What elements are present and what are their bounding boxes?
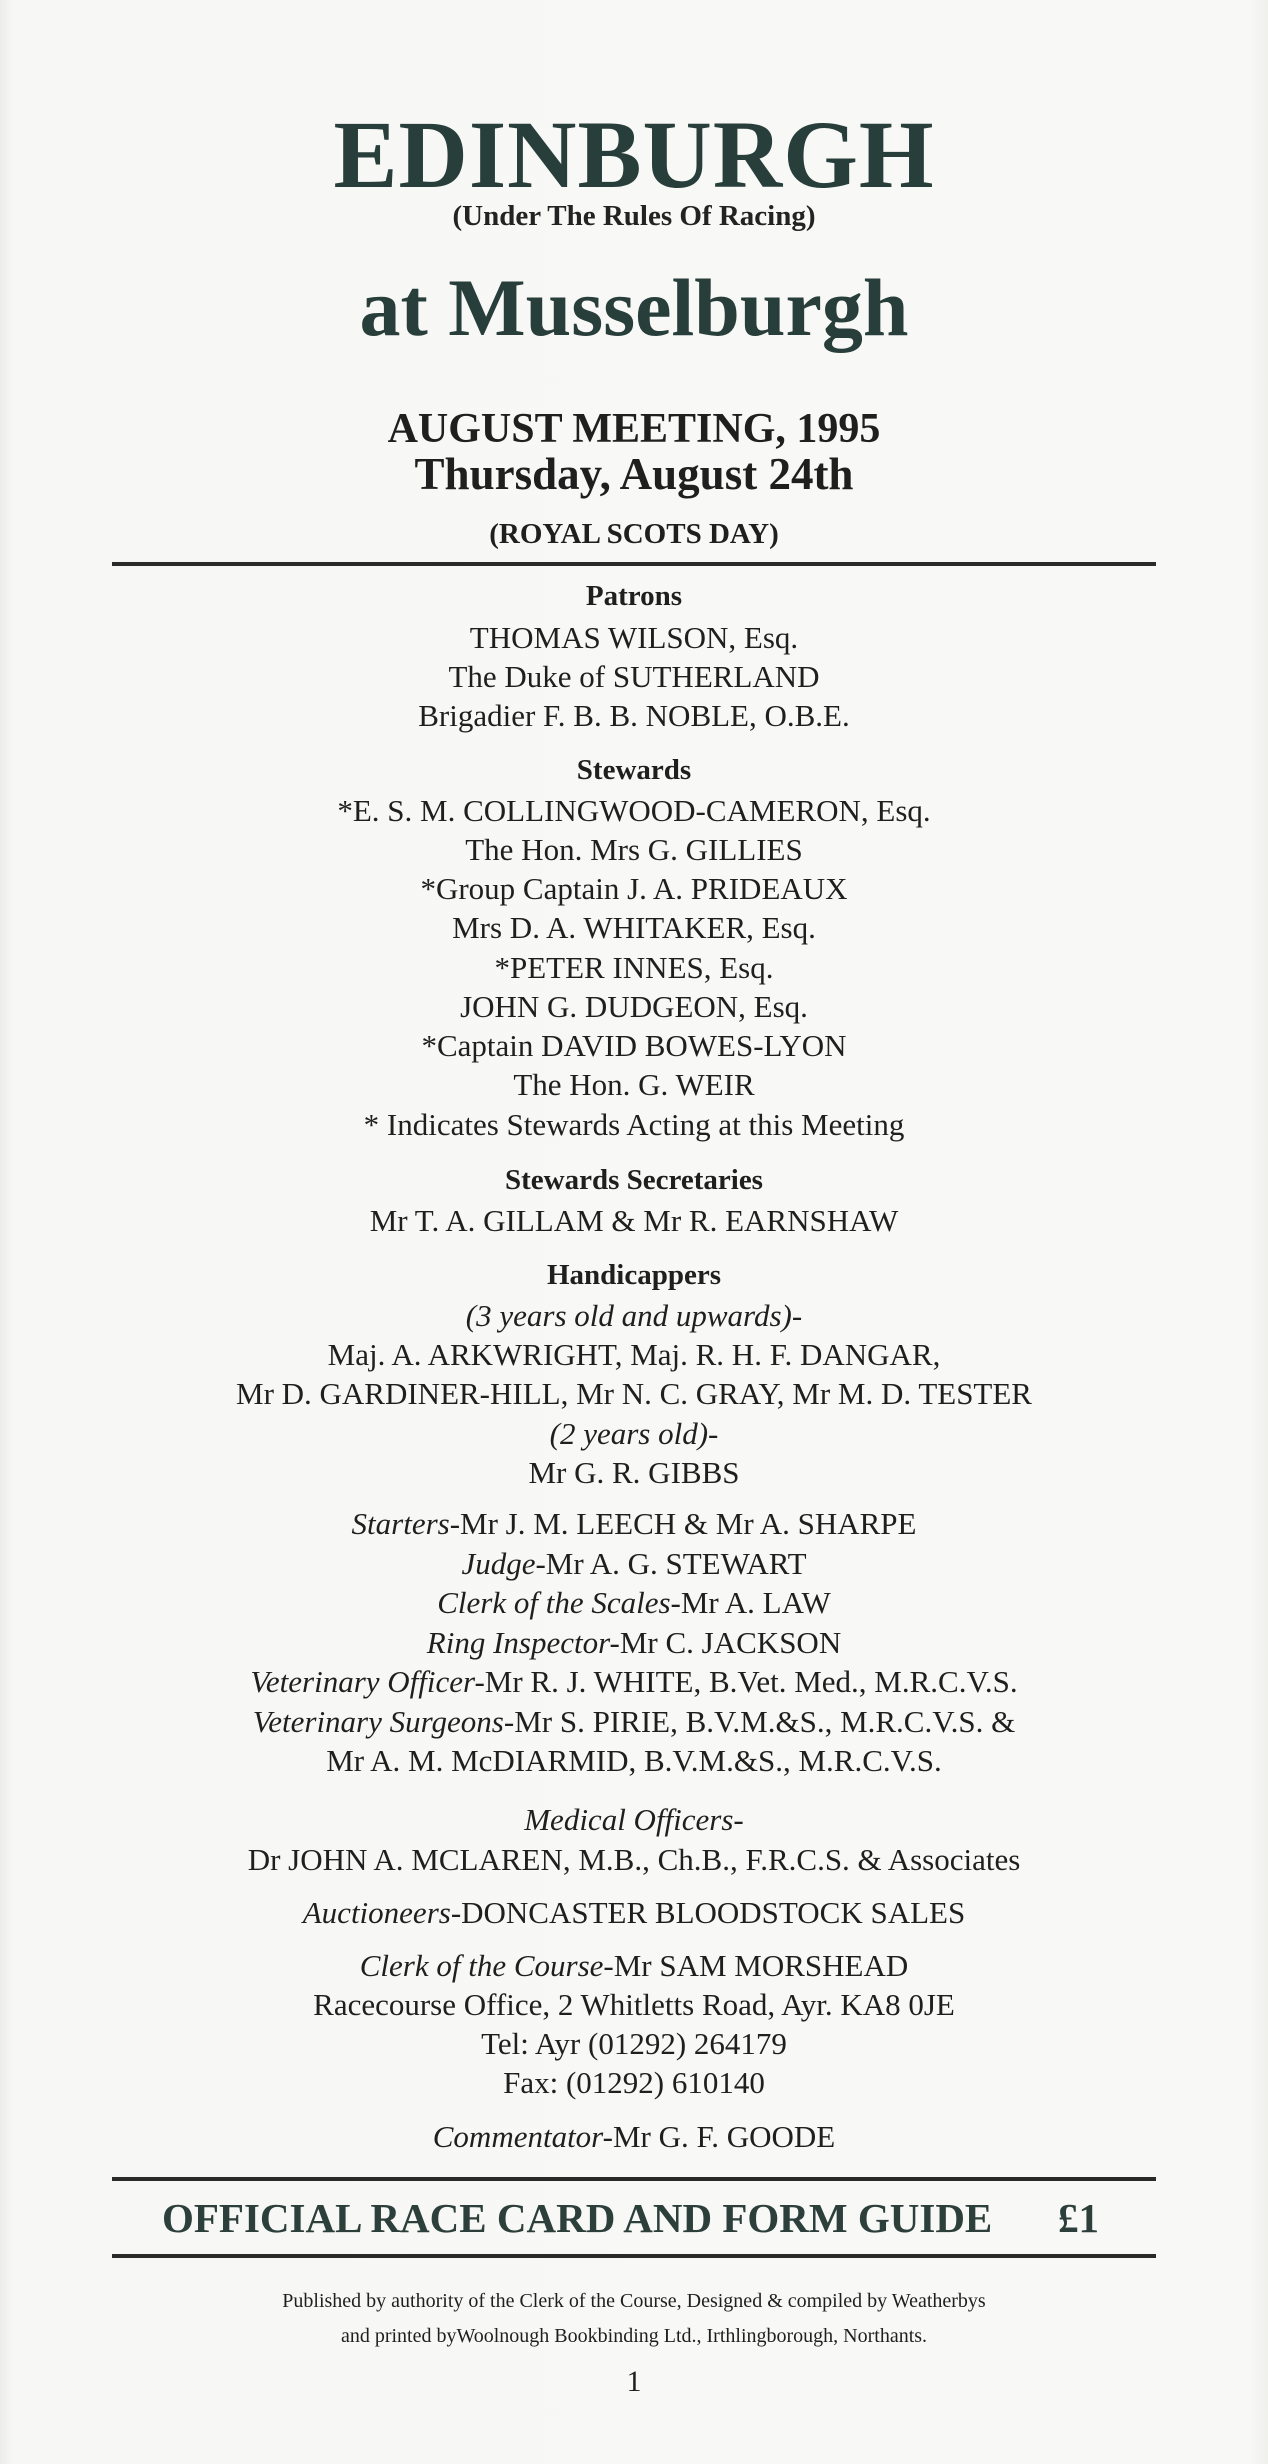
official-name: DONCASTER BLOODSTOCK SALES: [461, 1895, 966, 1930]
secretaries-heading: Stewards Secretaries: [505, 1164, 763, 1196]
patrons-heading: Patrons: [585, 580, 683, 612]
day-name: (ROYAL SCOTS DAY): [489, 518, 779, 550]
official-name: Mr S. PIRIE, B.V.M.&S., M.R.C.V.S. &: [514, 1704, 1016, 1739]
steward-name: Mrs D. A. WHITAKER, Esq.: [452, 910, 816, 945]
officials-commentator: [0, 2117, 1268, 2157]
official-name: Mr G. F. GOODE: [612, 2119, 836, 2154]
officials-clerk-of-course: [0, 1946, 1268, 1986]
official-name: Mr R. J. WHITE, B.Vet. Med., M.R.C.V.S.: [484, 1664, 1018, 1699]
race-card-title: OFFICIAL RACE CARD AND FORM GUIDE: [162, 2195, 993, 2241]
medical-officers: Dr JOHN A. MCLAREN, M.B., Ch.B., F.R.C.S. & Associates: [247, 1842, 1021, 1877]
race-card-price: £1: [1058, 2195, 1099, 2241]
role-label: Veterinary Officer-: [250, 1664, 485, 1699]
patron-name: The Duke of SUTHERLAND: [448, 659, 820, 694]
steward-name: *E. S. M. COLLINGWOOD-CAMERON, Esq.: [337, 793, 931, 828]
handicappers-group1-label: (3 years old and upwards)-: [465, 1298, 803, 1333]
medical-officers-label: Medical Officers-: [524, 1802, 744, 1837]
officials-vet-surgeons: [0, 1702, 1268, 1742]
handicappers-group2-label: (2 years old)-: [549, 1416, 719, 1451]
steward-name: The Hon. Mrs G. GILLIES: [465, 832, 803, 867]
handicappers-group1-line: Mr D. GARDINER-HILL, Mr N. C. GRAY, Mr M. D. TESTER: [236, 1376, 1032, 1411]
meeting-title: AUGUST MEETING, 1995: [387, 406, 881, 452]
role-label: Clerk of the Scales-: [437, 1585, 681, 1620]
stewards-note: * Indicates Stewards Acting at this Meeting: [363, 1107, 905, 1142]
venue-title: at Musselburgh: [359, 262, 909, 353]
role-label: Ring Inspector-: [426, 1625, 620, 1660]
handicappers-heading: Handicappers: [546, 1259, 722, 1291]
header-divider: [112, 562, 1156, 566]
steward-name: *Captain DAVID BOWES-LYON: [421, 1028, 847, 1063]
secretaries-names: Mr T. A. GILLAM & Mr R. EARNSHAW: [369, 1203, 899, 1238]
steward-name: JOHN G. DUDGEON, Esq.: [460, 989, 808, 1024]
officials-auctioneers: [0, 1893, 1268, 1933]
officials-vet-officer: [0, 1662, 1268, 1702]
patron-name: Brigadier F. B. B. NOBLE, O.B.E.: [418, 698, 850, 733]
publisher-credit: Published by authority of the Clerk of the Course, Designed & compiled by Weatherbys: [282, 2290, 986, 2312]
role-label: Commentator-: [432, 2119, 613, 2154]
handicappers-group1-line: Maj. A. ARKWRIGHT, Maj. R. H. F. DANGAR,: [327, 1337, 941, 1372]
office-telephone: Tel: Ayr (01292) 264179: [481, 2026, 787, 2061]
officials-judge: [0, 1544, 1268, 1584]
officials-clerk-of-scales: [0, 1583, 1268, 1623]
patron-name: THOMAS WILSON, Esq.: [469, 620, 799, 655]
officials-vet-surgeons-cont: Mr A. M. McDIARMID, B.V.M.&S., M.R.C.V.S.: [326, 1743, 942, 1778]
role-label: Clerk of the Course-: [359, 1948, 614, 1983]
role-label: Veterinary Surgeons-: [252, 1704, 515, 1739]
role-label: Auctioneers-: [302, 1895, 462, 1930]
footer-bottom-rule: [112, 2254, 1156, 2258]
meeting-date: Thursday, August 24th: [414, 449, 854, 499]
footer-top-rule: [112, 2177, 1156, 2181]
handicappers-group2-name: Mr G. R. GIBBS: [528, 1455, 740, 1490]
steward-name: *Group Captain J. A. PRIDEAUX: [420, 871, 848, 906]
rules-note: (Under The Rules Of Racing): [452, 200, 816, 232]
official-name: Mr C. JACKSON: [619, 1625, 842, 1660]
official-name: Mr A. G. STEWART: [545, 1546, 807, 1581]
role-label: Starters-: [351, 1506, 461, 1541]
role-label: Judge-: [461, 1546, 546, 1581]
officials-ring-inspector: [0, 1623, 1268, 1663]
steward-name: The Hon. G. WEIR: [513, 1067, 755, 1102]
office-address: Racecourse Office, 2 Whitletts Road, Ayr. KA8 0JE: [313, 1987, 955, 2022]
office-fax: Fax: (01292) 610140: [503, 2065, 765, 2100]
racecourse-title: EDINBURGH: [333, 101, 935, 208]
steward-name: *PETER INNES, Esq.: [494, 950, 774, 985]
publisher-credit: and printed byWoolnough Bookbinding Ltd., Irthlingborough, Northants.: [340, 2325, 928, 2347]
official-name: Mr A. LAW: [680, 1585, 831, 1620]
official-name: Mr SAM MORSHEAD: [613, 1948, 909, 1983]
stewards-heading: Stewards: [576, 754, 692, 786]
officials-starters: [0, 1504, 1268, 1544]
page-number: 1: [626, 2365, 642, 2398]
official-name: Mr J. M. LEECH & Mr A. SHARPE: [460, 1506, 917, 1541]
